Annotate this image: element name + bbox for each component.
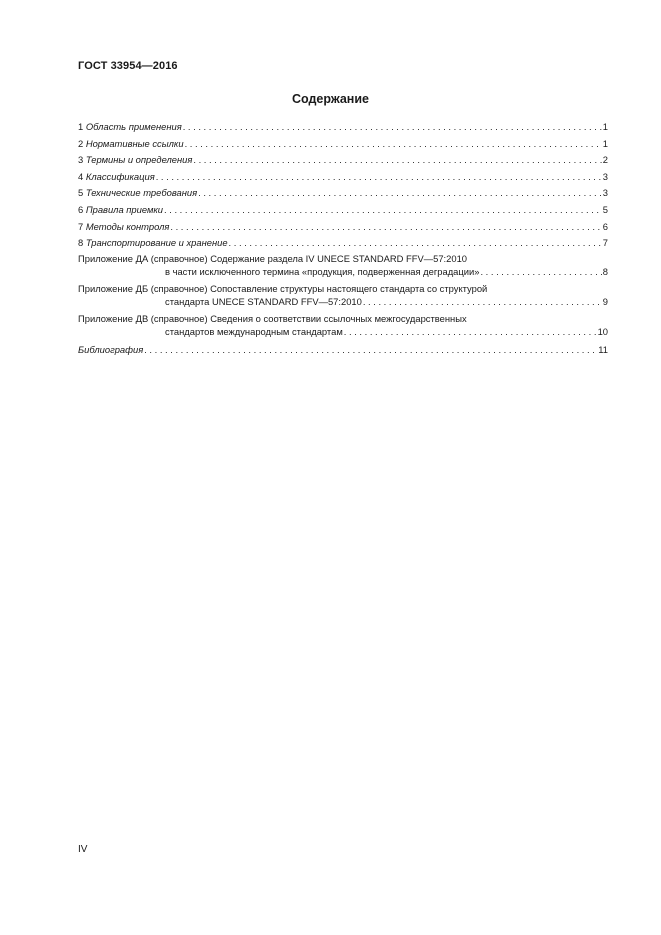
toc-number: 1 <box>78 121 84 132</box>
toc-bibliography-entry[interactable] <box>78 342 608 359</box>
appendix-title: Приложение ДА (справочное) Содержание раздела IV UNECE STANDARD FFV—57:2010 <box>78 252 468 264</box>
appendix-subtitle: стандарта UNECE STANDARD FFV—57:2010 <box>165 295 362 307</box>
toc-appendix-entry[interactable] <box>78 252 608 278</box>
toc-entry[interactable] <box>78 152 608 169</box>
leader-dots <box>144 342 597 359</box>
toc-entry[interactable] <box>78 235 608 252</box>
toc-title: Термины и определения <box>85 154 193 166</box>
leader-dots <box>170 219 601 236</box>
leader-dots <box>198 185 602 202</box>
toc-entry[interactable] <box>78 119 608 136</box>
toc-title: Нормативные ссылки <box>85 137 184 149</box>
toc-entry[interactable] <box>78 202 608 219</box>
leader-dots <box>156 169 602 186</box>
appendix-title: Приложение ДВ (справочное) Сведения о соответствии ссылочных межгосударственных <box>78 312 467 324</box>
toc-page: 6 <box>602 220 608 232</box>
toc-page: 1 <box>602 121 608 132</box>
toc-page: 1 <box>602 137 608 149</box>
toc-title: Правила приемки <box>85 203 164 215</box>
toc-title: Классификация <box>85 170 155 182</box>
toc-page: 8 <box>602 265 608 277</box>
toc-page: 11 <box>598 343 608 355</box>
toc-page: 9 <box>602 295 608 307</box>
toc-page: 5 <box>602 203 608 215</box>
toc-number: 8 <box>78 237 84 249</box>
toc-page: 10 <box>597 325 608 337</box>
toc-entry[interactable] <box>78 219 608 236</box>
toc-title: Методы контроля <box>85 220 170 232</box>
toc-entry[interactable] <box>78 185 608 202</box>
toc-title: Транспортирование и хранение <box>85 237 228 249</box>
toc-appendix-entry[interactable] <box>78 312 608 338</box>
appendix-title: Приложение ДБ (справочное) Сопоставление структуры настоящего стандарта со структурой <box>78 282 488 294</box>
leader-dots <box>344 325 597 338</box>
leader-dots <box>480 265 601 278</box>
toc-title: Библиография <box>78 343 144 355</box>
toc-page: 3 <box>602 170 608 182</box>
toc-page: 2 <box>602 154 608 166</box>
toc-number: 7 <box>78 220 84 232</box>
document-header: ГОСТ 33954—2016 <box>78 60 178 72</box>
toc-entry[interactable] <box>78 169 608 186</box>
leader-dots <box>193 152 601 169</box>
table-of-contents <box>78 119 608 358</box>
toc-number: 5 <box>78 187 84 199</box>
toc-entry[interactable] <box>78 136 608 153</box>
toc-page: 3 <box>602 187 608 199</box>
page-number: IV <box>78 844 88 855</box>
leader-dots <box>183 119 602 136</box>
leader-dots <box>229 235 602 252</box>
toc-page: 7 <box>602 237 608 249</box>
leader-dots <box>164 202 602 219</box>
appendix-subtitle: стандартов международным стандартам <box>165 325 343 337</box>
appendix-subtitle: в части исключенного термина «продукция, подверженная деградации» <box>165 265 480 277</box>
toc-title: Технические требования <box>85 187 198 199</box>
toc-title: Область применения <box>85 121 182 132</box>
leader-dots <box>363 295 602 308</box>
leader-dots <box>185 136 602 153</box>
toc-number: 6 <box>78 203 84 215</box>
toc-number: 4 <box>78 170 84 182</box>
toc-number: 3 <box>78 154 84 166</box>
page-title: Содержание <box>291 92 369 106</box>
toc-number: 2 <box>78 137 84 149</box>
toc-appendix-entry[interactable] <box>78 282 608 308</box>
